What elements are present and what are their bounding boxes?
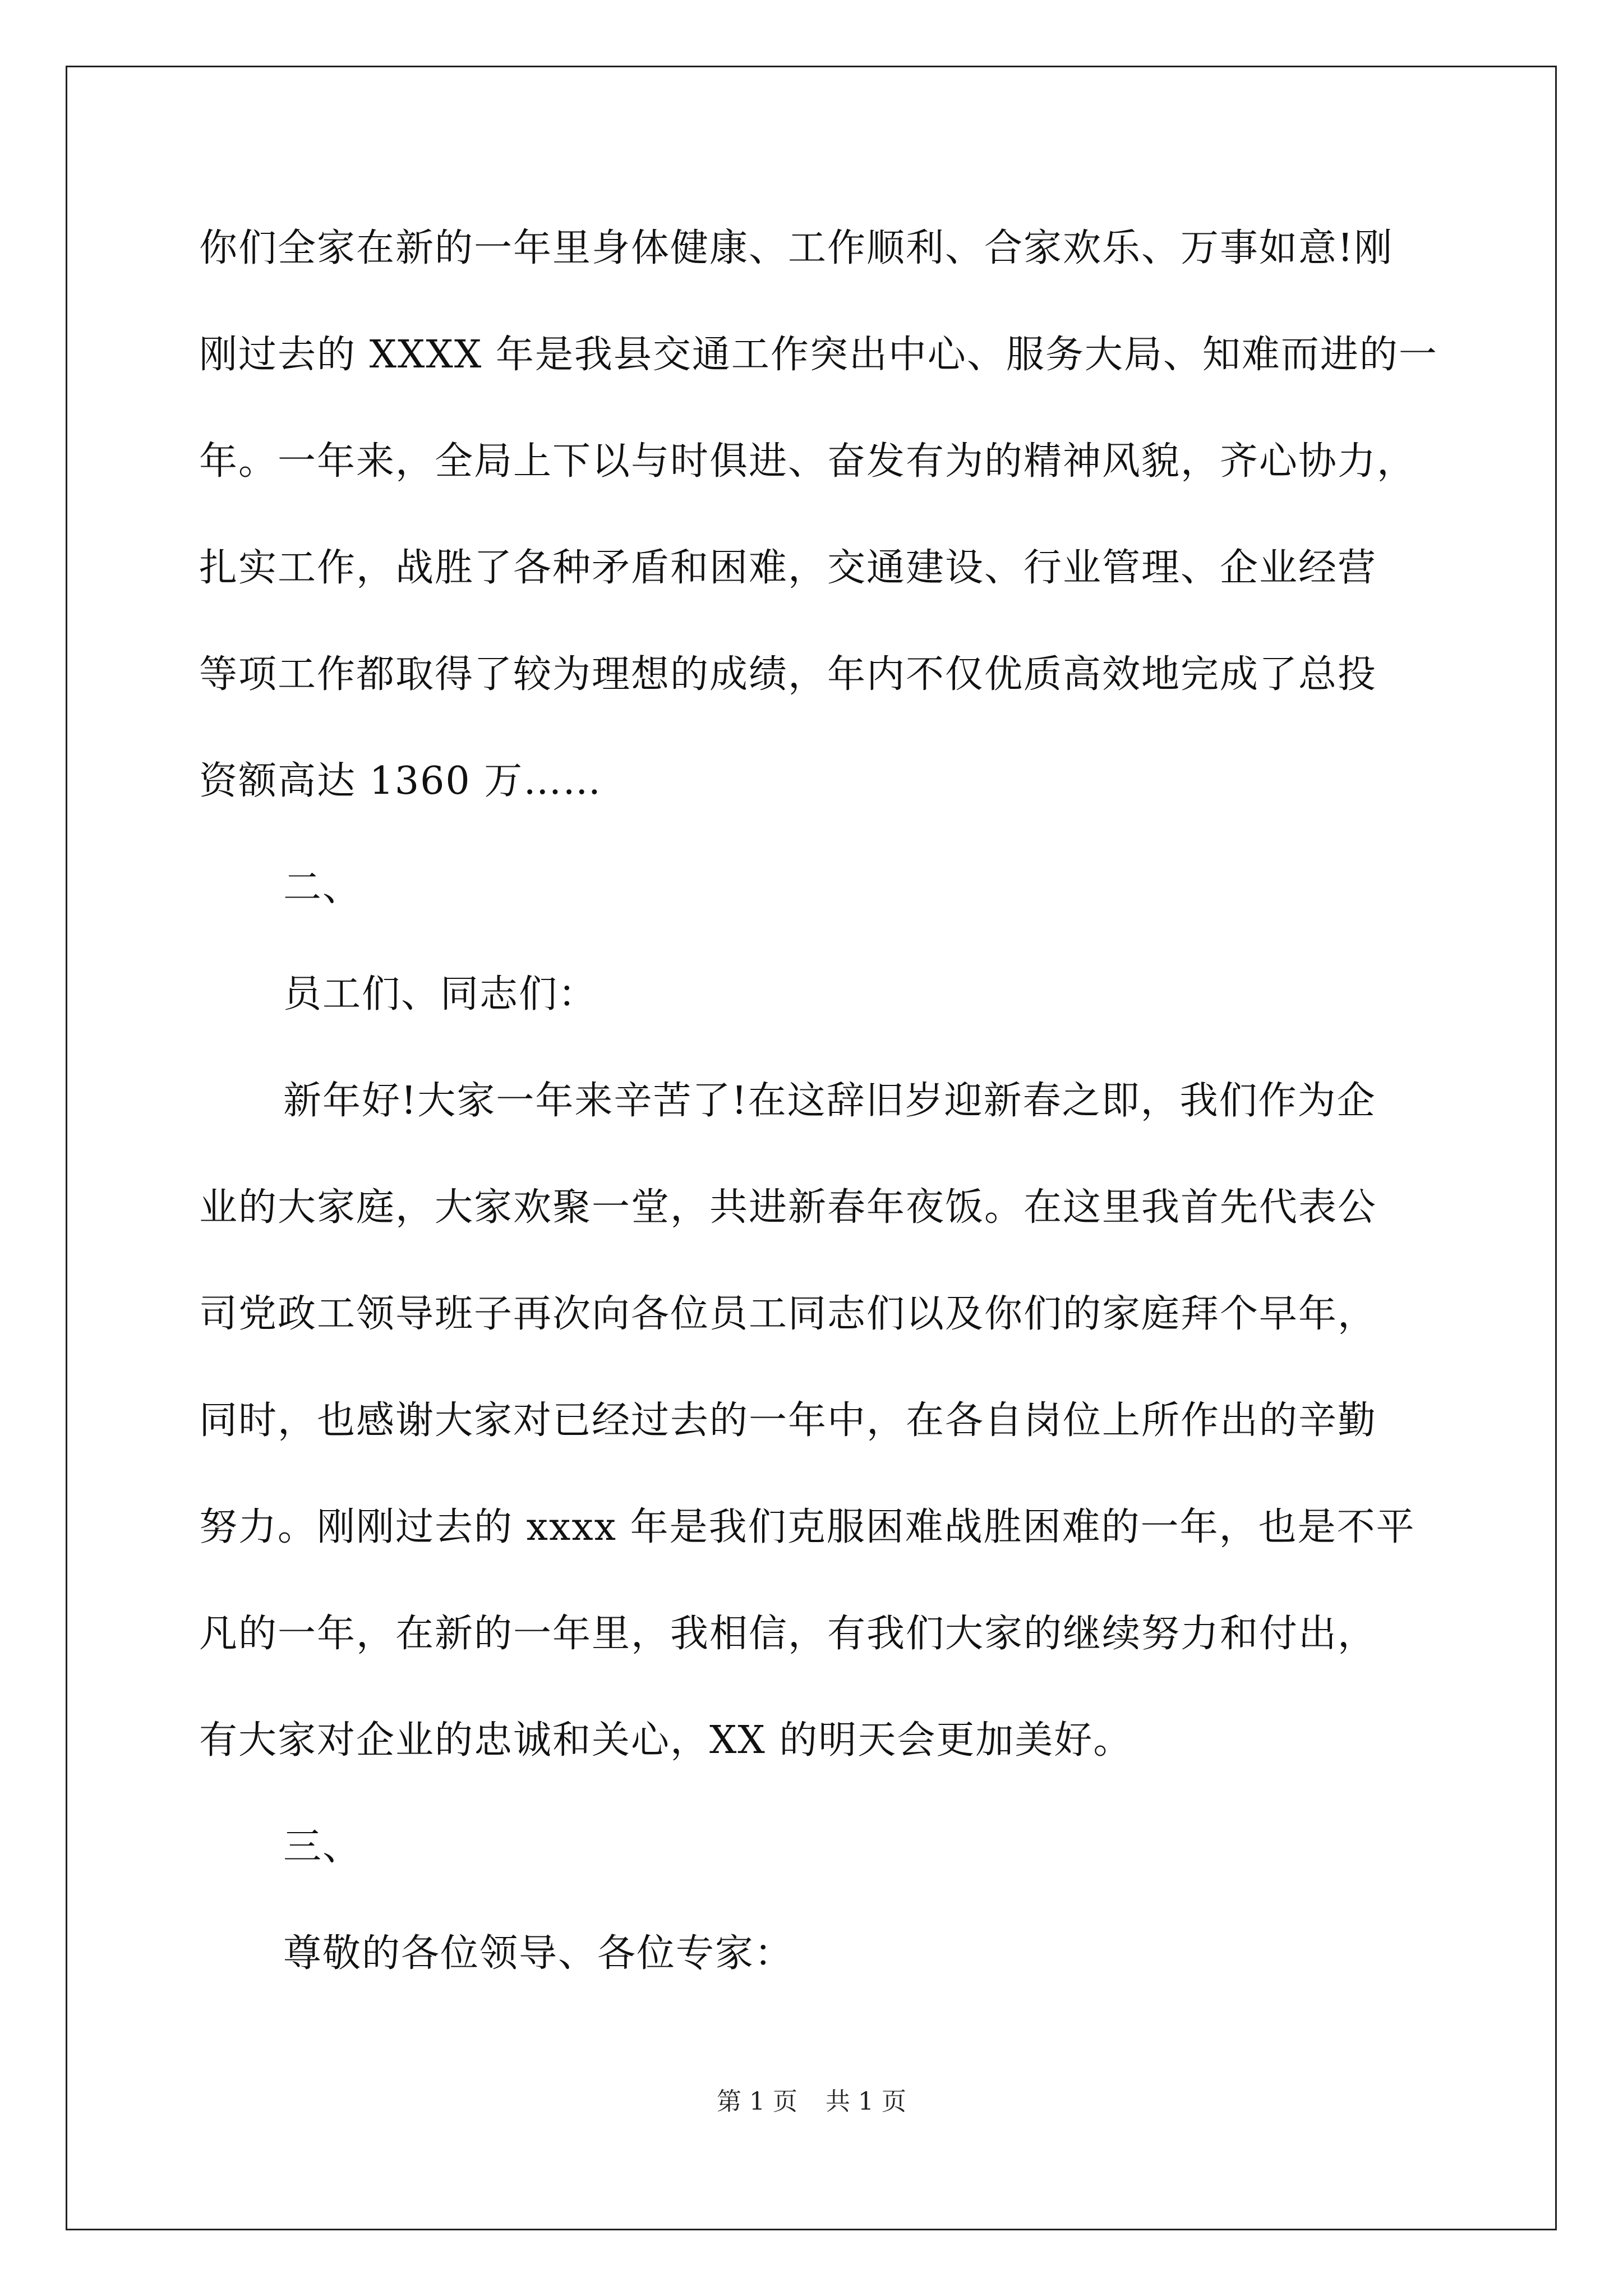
section-heading: 三、 xyxy=(283,1825,362,1869)
text-line: 业的大家庭，大家欢聚一堂，共进新春年夜饭。在这里我首先代表公 xyxy=(199,1185,1377,1230)
text-line: 凡的一年，在新的一年里，我相信，有我们大家的继续努力和付出， xyxy=(199,1612,1377,1656)
text-line: 资额高达 1360 万…… xyxy=(199,759,602,803)
document-body xyxy=(199,195,1469,2007)
text-line: 你们全家在新的一年里身体健康、工作顺利、合家欢乐、万事如意!刚 xyxy=(199,226,1394,270)
text-line: 刚过去的 XXXX 年是我县交通工作突出中心、服务大局、知难而进的一 xyxy=(199,333,1438,377)
text-line: 扎实工作，战胜了各种矛盾和困难，交通建设、行业管理、企业经营 xyxy=(199,546,1377,590)
paragraph-start: 新年好!大家一年来辛苦了!在这辞旧岁迎新春之即，我们作为企 xyxy=(283,1079,1376,1123)
text-line: 司党政工领导班子再次向各位员工同志们以及你们的家庭拜个早年， xyxy=(199,1292,1377,1336)
salutation: 尊敬的各位领导、各位专家： xyxy=(283,1931,794,1976)
text-line: 努力。刚刚过去的 xxxx 年是我们克服困难战胜困难的一年，也是不平 xyxy=(199,1505,1415,1549)
salutation: 员工们、同志们： xyxy=(283,972,598,1016)
page-footer xyxy=(0,2081,1623,2117)
section-heading: 二、 xyxy=(283,866,362,910)
text-line: 同时，也感谢大家对已经过去的一年中，在各自岗位上所作出的辛勤 xyxy=(199,1398,1377,1443)
page-number-current: 第 1 页 xyxy=(717,2087,797,2116)
text-line: 年。一年来，全局上下以与时俱进、奋发有为的精神风貌，齐心协力， xyxy=(199,439,1417,484)
page-number-total: 共 1 页 xyxy=(826,2087,906,2116)
text-line: 等项工作都取得了较为理想的成绩，年内不仅优质高效地完成了总投 xyxy=(199,652,1377,697)
text-line: 有大家对企业的忠诚和关心，XX 的明天会更加美好。 xyxy=(199,1718,1133,1763)
